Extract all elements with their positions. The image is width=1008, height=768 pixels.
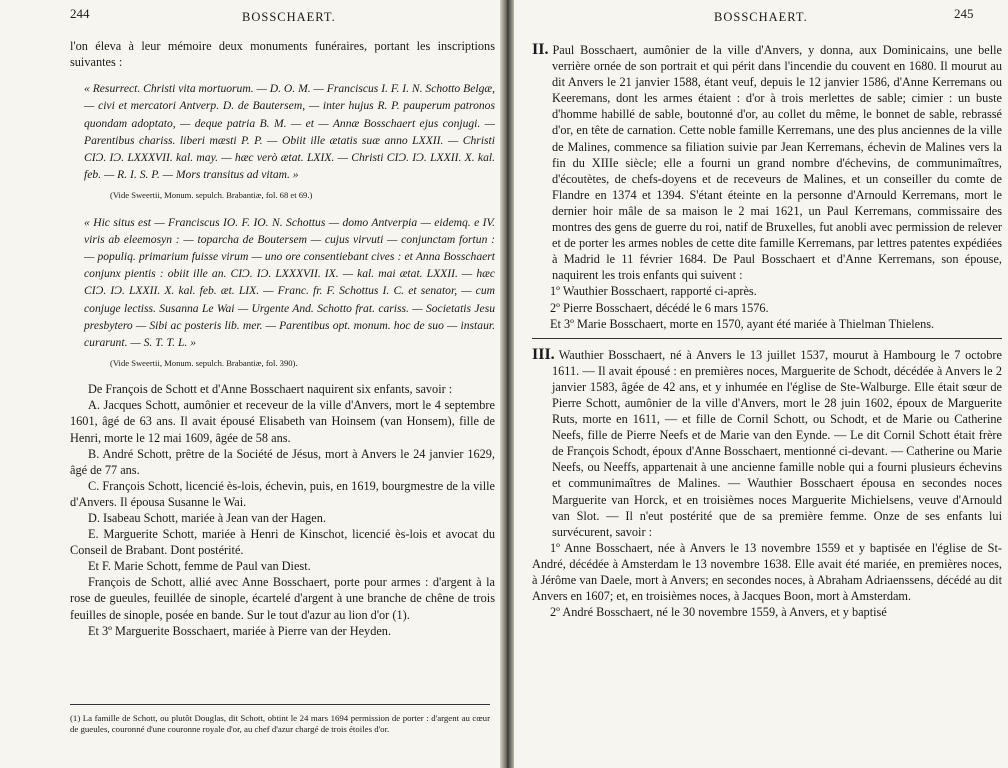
section-iii	[532, 347, 1002, 540]
child-c: C. François Schott, licencié ès-lois, échevin, puis, en 1619, bourgmestre de la ville d'Anvers. Il épousa Susanne le Wai.	[70, 478, 495, 509]
arms-paragraph: François de Schott, allié avec Anne Bosschaert, porte pour armes : d'argent à la rose de gueules, feuillée de sinople, écartelé d'argent à une branche de chêne de trois feuilles de sinople, posée en bande. Sur le tout d'azur au lion d'or (1).	[70, 575, 495, 622]
running-head: BOSSCHAERT.	[242, 10, 336, 24]
left-body	[70, 38, 495, 639]
running-head: BOSSCHAERT.	[714, 10, 808, 24]
section-rule	[532, 338, 1002, 339]
sec2-child-2: 2º Pierre Bosschaert, décédé le 6 mars 1576.	[550, 300, 769, 315]
left-page	[0, 0, 500, 768]
section-ii	[532, 42, 1002, 283]
page-number: 245	[954, 6, 974, 21]
child-b: B. André Schott, prêtre de la Société de Jésus, mort à Anvers le 24 janvier 1629, âgé de 77 ans.	[70, 446, 495, 477]
sec3-child-1: 1º Anne Bosschaert, née à Anvers le 13 novembre 1559 et y baptisée en l'église de St-André, décédée à Amsterdam le 13 novembre 1638. Elle avait été mariée, en premières noces, à Jérôme van Daele, mort à Anvers; en secondes noces, à Abraham Adriaenssens, décédé au dit Anvers en 1607; et, en troisièmes noces, à Jacques Boon, mort à Amsterdam.	[532, 540, 1002, 604]
inscription-1: « Resurrect. Christi vita mortuorum. — D. O. M. — Franciscus I. F. I. N. Schotto Belgæ, — civi et mercatori Antverp. D. de Bautersem, — inter hujus R. P. pauperum patronos quondam adoptato, — deque patria B. M. — et — Annæ Bosschaert ejus conjugi. — Parentibus chariss. liberi mæsti P. P. — Obiit ille ætatis suæ anno LXXII. — Christi CIƆ. IƆ. LXXXVII. kal. may. — hæc verò ætat. LXIX. — Christi CIƆ. IƆ. LXXII. X. kal. feb. — R. I. S. P. — Mors transitus ad vitam. »	[84, 82, 495, 182]
source-note-2: (Vide Sweertii, Monum. sepulch. Brabantiæ, fol. 390).	[110, 358, 298, 369]
section-number: II.	[532, 41, 549, 58]
intro-paragraph: l'on éleva à leur mémoire deux monuments funéraires, portant les inscriptions suivantes :	[70, 39, 495, 70]
sec3-child-2: 2º André Bosschaert, né le 30 novembre 1559, à Anvers, et y baptisé	[550, 605, 887, 620]
book-gutter	[500, 0, 514, 768]
footnote-text: (1) La famille de Schott, ou plutôt Douglas, dit Schott, obtint le 24 mars 1694 permission de porter : d'argent au cœur de gueules, couronné d'une couronne royale d'or, au chef d'azur chargé de trois étoiles d'or.	[70, 713, 490, 734]
section-text: Paul Bosschaert, aumônier de la ville d'Anvers, y donna, aux Dominicains, une belle verrière ornée de son portrait et qui périt dans l'incendie du couvent en 1680. Il mourut au dit Anvers le 21 janvier 1588, étant veuf, depuis le 12 janvier 1586, d'Anne Kerremans ou Keeremans, dont les armes étaient : d'or à trois merlettes de sable; cimier : un buste d'homme habillé de sable, boutonné d'or, au collet du même, le bonnet de sable, rebrassé d'or, en tête de carnation. Cette noble famille Kerremans, une des plus anciennes de la ville de Malines, commence sa filiation suivie par Jean Kerremans, échevin de Malines vers la fin du XIIIe siècle; elle a fourni un grand nombre d'échevins, de communimaîtres, d'écoutètes, de chefs-doyens et de receveurs de Malines, et un conseiller du comte de Flandre en 1374 et 1394. S'étant éteinte en la personne d'Arnould Kerremans, mort le dernier hoir mâle de sa maison le 2 mai 1621, un Paul Kerremans, commissaire des montres des gens de guerre du roi, natif de Bruxelles, fut anobli avec permission de relever et de porter les armes nobles de cette dite famille Kerremans, par lettres patentes expédiées à Madrid le 11 février 1684. De Paul Bosschaert et d'Anne Kerremans, son épouse, naquirent les trois enfants qui suivent :	[552, 43, 1002, 283]
footnote	[70, 698, 490, 735]
sec2-child-3: Et 3º Marie Bosschaert, morte en 1570, ayant été mariée à Thielman Thielens.	[550, 316, 935, 331]
inscription-2: « Hic situs est — Franciscus IO. F. IO. N. Schottus — domo Antverpia — eidemq. e IV. viris ab eleemosyn : — toparcha de Boutersem — cujus virvuti — conjunctam fortun : — populiq. primarium fuisse virum — uno ore consentiebant cives : et Anna Bosschaert conjunx pientis : obiit ille an. CIƆ. IƆ. LXXXVII. IX. — kal. mai ætat. LXXII. — hæc CIƆ. IƆ. LXXII. X. kal. feb. æt. LIX. — Franc. fr. F. Schottus I. C. et senator, — cum conjuge lectiss. Susanna Le Wai — Urgente And. Schotto frat. cariss. — Societatis Jesu presbytero — Sibi ac posteris lib. mer. — Parentibus opt. monum. hoc de suo — instaur. curarunt. — S. T. T. L. »	[84, 215, 495, 349]
page-number: 244	[70, 6, 90, 21]
child-a: A. Jacques Schott, aumônier et receveur de la ville d'Anvers, mort le 4 septembre 1601, âgé de 63 ans. Il avait épousé Elisabeth van Hoinsem (van Honsem), fille de Henri, morte le 12 mai 1609, âgée de 58 ans.	[70, 398, 495, 445]
child-f: Et F. Marie Schott, femme de Paul van Diest.	[88, 559, 311, 574]
sec2-child-1: 1º Wauthier Bosschaert, rapporté ci-après.	[550, 284, 757, 299]
children-intro: De François de Schott et d'Anne Bosschaert naquirent six enfants, savoir :	[88, 382, 453, 397]
footnote-rule	[70, 704, 490, 705]
right-body	[532, 42, 1002, 620]
child-d: D. Isabeau Schott, mariée à Jean van der Hagen.	[88, 510, 326, 525]
source-note-1: (Vide Sweertii, Monum. sepulch. Brabantiæ, fol. 68 et 69.)	[110, 190, 313, 201]
child-e: E. Marguerite Schott, mariée à Henri de Kinschot, licencié ès-lois et avocat du Conseil de Brabant. Dont postérité.	[70, 527, 495, 558]
third-child: Et 3º Marguerite Bosschaert, mariée à Pierre van der Heyden.	[88, 623, 392, 638]
section-text: Wauthier Bosschaert, né à Anvers le 13 juillet 1537, mourut à Hambourg le 7 octobre 1611. — Il avait épousé : en premières noces, Marguerite de Schodt, décédée à Anvers le 2 janvier 1583, âgée de 42 ans, et y inhumée en l'église de Ste-Walburge. Elle était sœur de Pierre Schott, aumônier de la ville d'Anvers, mort le 28 juin 1602, époux de Marguerite Ruts, morte en 1611, — et fille de Cornil Schott, ou Schodt, et de Marie ou Catherine Neefs, fille de Pierre Neefs et de Marie van den Eynde. — Le dit Cornil Schott était frère de François Schodt, époux d'Anne Bosschaert, mentionné ci-devant. — Catherine ou Marie Neefs, ou Neeffs, appartenait à une ancienne famille noble qui a fourni plusieurs échevins et communimaîtres de Malines. — Wauthier Bosschaert épousa en secondes noces Marguerite van Horck, et en troisièmes noces Marguerite Michielsens, veuve d'Arnould van Slot. — Il n'eut postérité que de sa première femme. Onze de ses enfants lui survécurent, savoir :	[552, 347, 1002, 539]
section-number: III.	[532, 345, 555, 363]
right-page	[514, 0, 1008, 768]
